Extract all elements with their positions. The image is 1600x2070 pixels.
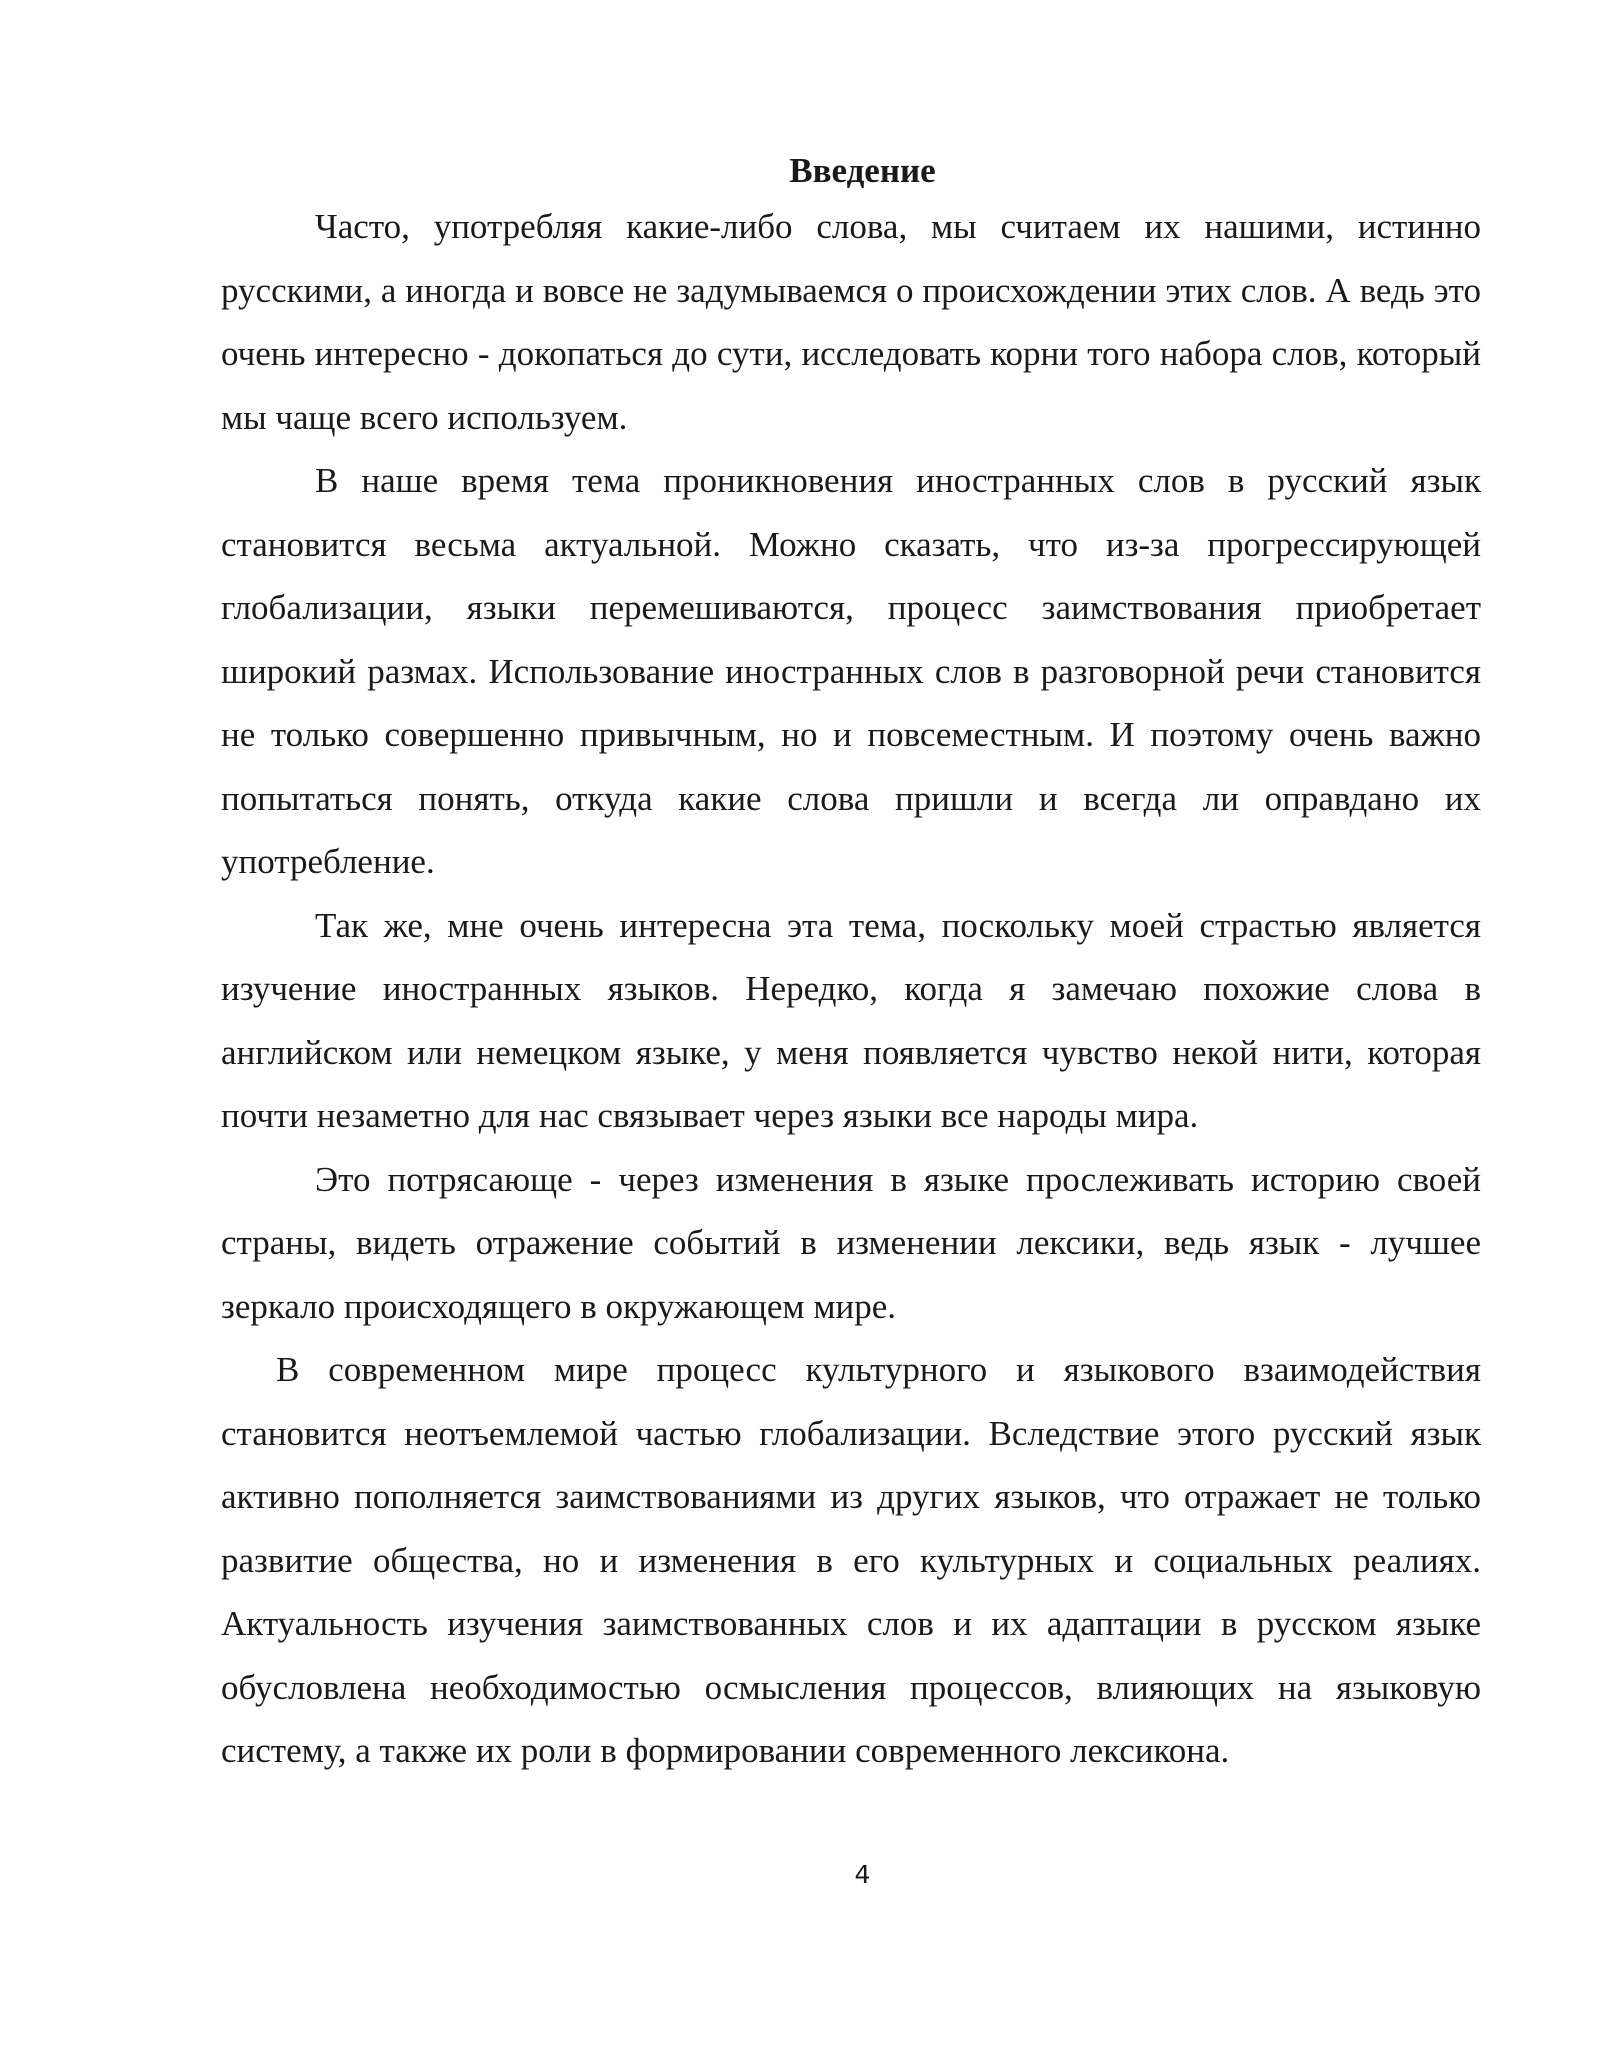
paragraph: Часто, употребляя какие-либо слова, мы считаем их нашими, истинно русскими, а иногда и вовсе не задумываемся о происхождении этих слов. А ведь это очень интересно - докопаться до сути, исследовать корни того набора слов, который мы чаще всего используем.: [221, 207, 1481, 437]
body-text: [221, 195, 1481, 1783]
paragraph: Так же, мне очень интересна эта тема, поскольку моей страстью является изучение иностранных языков. Нередко, когда я замечаю похожие слова в английском или немецком языке, у меня появляется чувство некой нити, которая почти незаметно для нас связывает через языки все народы мира.: [221, 905, 1481, 1135]
paragraph: Это потрясающе - через изменения в языке прослеживать историю своей страны, видеть отражение событий в изменении лексики, ведь язык - лучшее зеркало происходящего в окружающем мире.: [221, 1159, 1481, 1326]
paragraph: В наше время тема проникновения иностранных слов в русский язык становится весьма актуальной. Можно сказать, что из-за прогрессирующей глобализации, языки перемешиваются, процесс заимствования приобретает широкий размах. Использование иностранных слов в разговорной речи становится не только совершенно привычным, но и повсеместным. И поэтому очень важно попытаться понять, откуда какие слова пришли и всегда ли оправдано их употребление.: [221, 461, 1481, 881]
paragraph: В современном мире процесс культурного и языкового взаимодействия становится неотъемлемой частью глобализации. Вследствие этого русский язык активно пополняется заимствованиями из других языков, что отражает не только развитие общества, но и изменения в его культурных и социальных реалиях. Актуальность изучения заимствованных слов и их адаптации в русском языке обусловлена необходимостью осмысления процессов, влияющих на языковую систему, а также их роли в формировании современного лексикона.: [221, 1350, 1481, 1770]
section-title: Введение: [789, 151, 936, 190]
page-number: 4: [854, 1860, 871, 1889]
